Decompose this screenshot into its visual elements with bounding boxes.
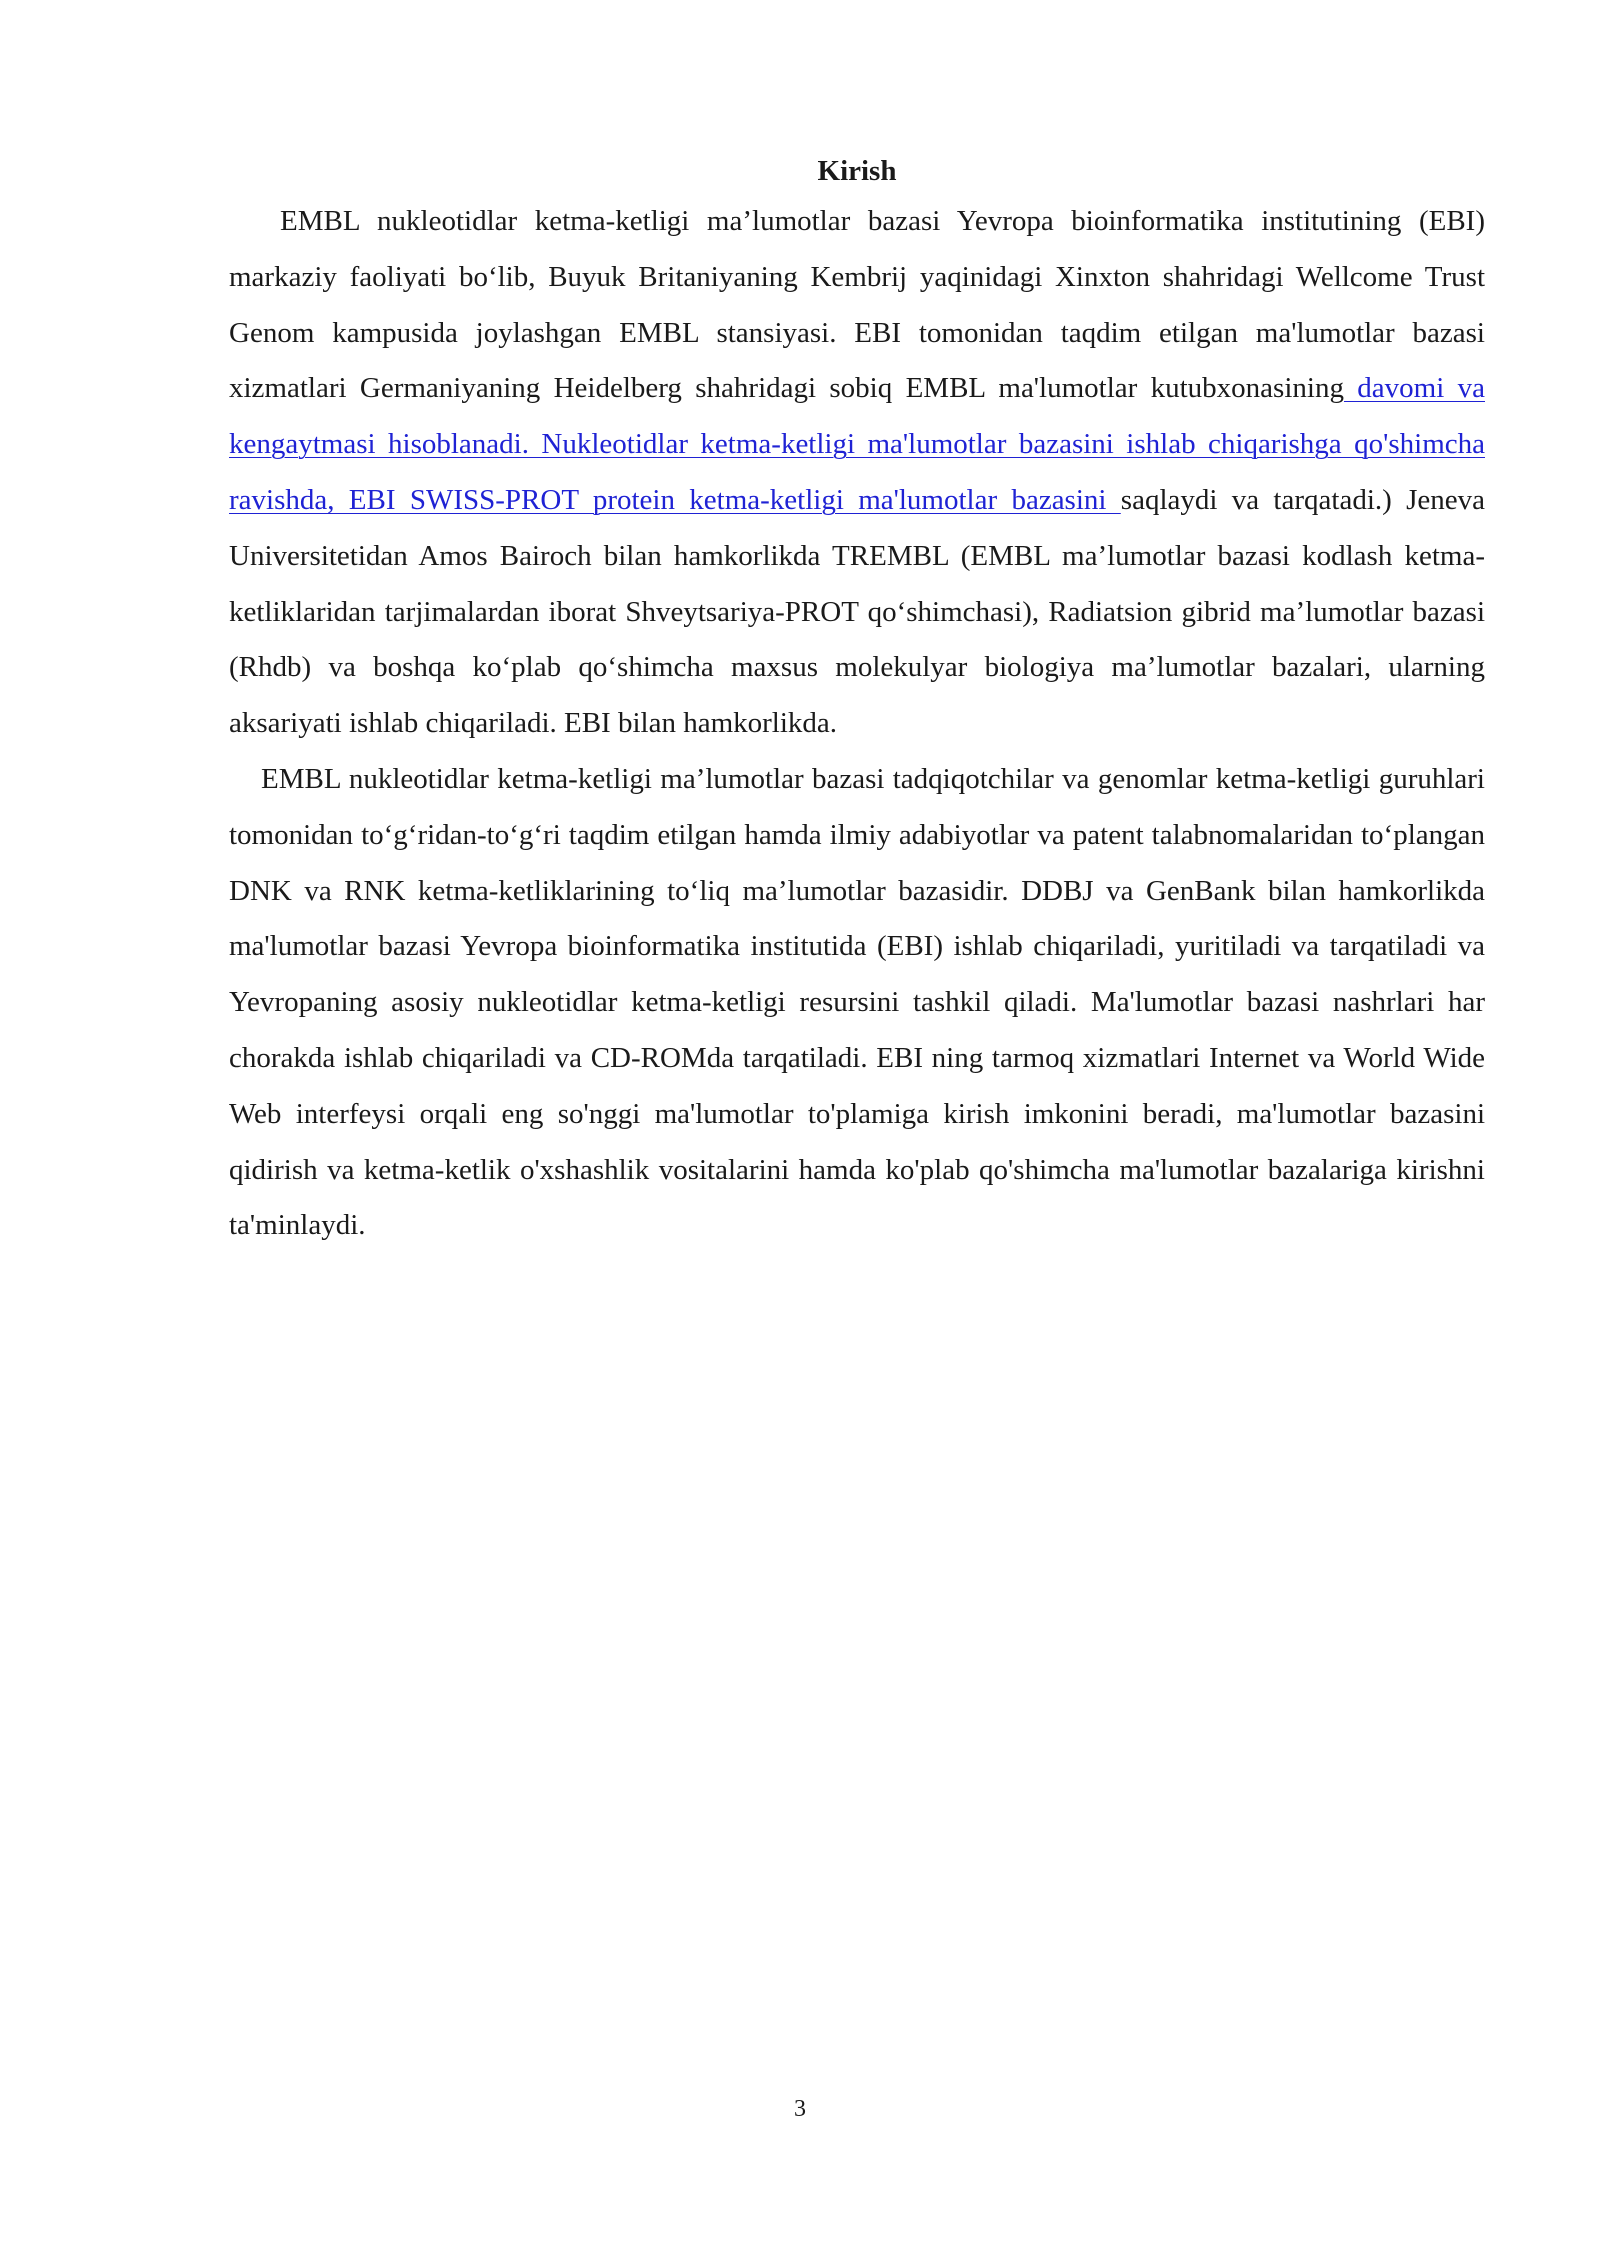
paragraph-1 xyxy=(229,194,1485,752)
paragraph-1-text-end: saqlaydi va tarqatadi.) Jeneva Universitetidan Amos Bairoch bilan hamkorlikda TREMBL (EMBL ma’lumotlar bazasi kodlash ketma-ketliklaridan tarjimalardan iborat Shveytsariya-PROT qo‘shimchasi), Radiatsion gibrid ma’lumotlar bazasi (Rhdb) va boshqa ko‘plab qo‘shimcha maxsus molekulyar biologiya ma’lumotlar bazalari, ularning aksariyati ishlab chiqariladi. EBI bilan hamkorlikda. xyxy=(229,483,1485,740)
paragraph-1-text-start: EMBL nukleotidlar ketma-ketligi ma’lumotlar bazasi Yevropa bioinformatika institutining (EBI) markaziy faoliyati bo‘lib, Buyuk Britaniyaning Kembrij yaqinidagi Xinxton shahridagi Wellcome Trust Genom kampusida joylashgan EMBL stansiyasi. EBI tomonidan taqdim etilgan ma'lumotlar bazasi xizmatlari Germaniyaning Heidelberg shahridagi sobiq EMBL ma'lumotlar kutubxonasining xyxy=(229,205,1485,405)
paragraph-2: EMBL nukleotidlar ketma-ketligi ma’lumotlar bazasi tadqiqotchilar va genomlar ketma-ketligi guruhlari tomonidan to‘g‘ridan-to‘g‘ri taqdim etilgan hamda ilmiy adabiyotlar va patent talabnomalaridan to‘plangan DNK va RNK ketma-ketliklarining to‘liq ma’lumotlar bazasidir. DDBJ va GenBank bilan hamkorlikda ma'lumotlar bazasi Yevropa bioinformatika institutida (EBI) ishlab chiqariladi, yuritiladi va tarqatiladi va Yevropaning asosiy nukleotidlar ketma-ketligi resursini tashkil qiladi. Ma'lumotlar bazasi nashrlari har chorakda ishlab chiqariladi va CD-ROMda tarqatiladi. EBI ning tarmoq xizmatlari Internet va World Wide Web interfeysi orqali eng so'nggi ma'lumotlar to'plamiga kirish imkonini beradi, ma'lumotlar bazasini qidirish va ketma-ketlik o'xshashlik vositalarini hamda ko'plab qo'shimcha ma'lumotlar bazalariga kirishni ta'minlaydi. xyxy=(229,762,1485,1242)
page-title: Kirish xyxy=(817,155,897,187)
page-number: 3 xyxy=(794,2096,806,2122)
hyperlink-swiss-prot[interactable]: davomi va kengaytmasi hisoblanadi. Nukleotidlar ketma-ketligi ma'lumotlar bazasini ishlab chiqarishga qo'shimcha ravishda, EBI SWISS-PROT protein ketma-ketligi ma'lumotlar bazasini xyxy=(229,372,1485,516)
document-body xyxy=(229,148,1485,1254)
